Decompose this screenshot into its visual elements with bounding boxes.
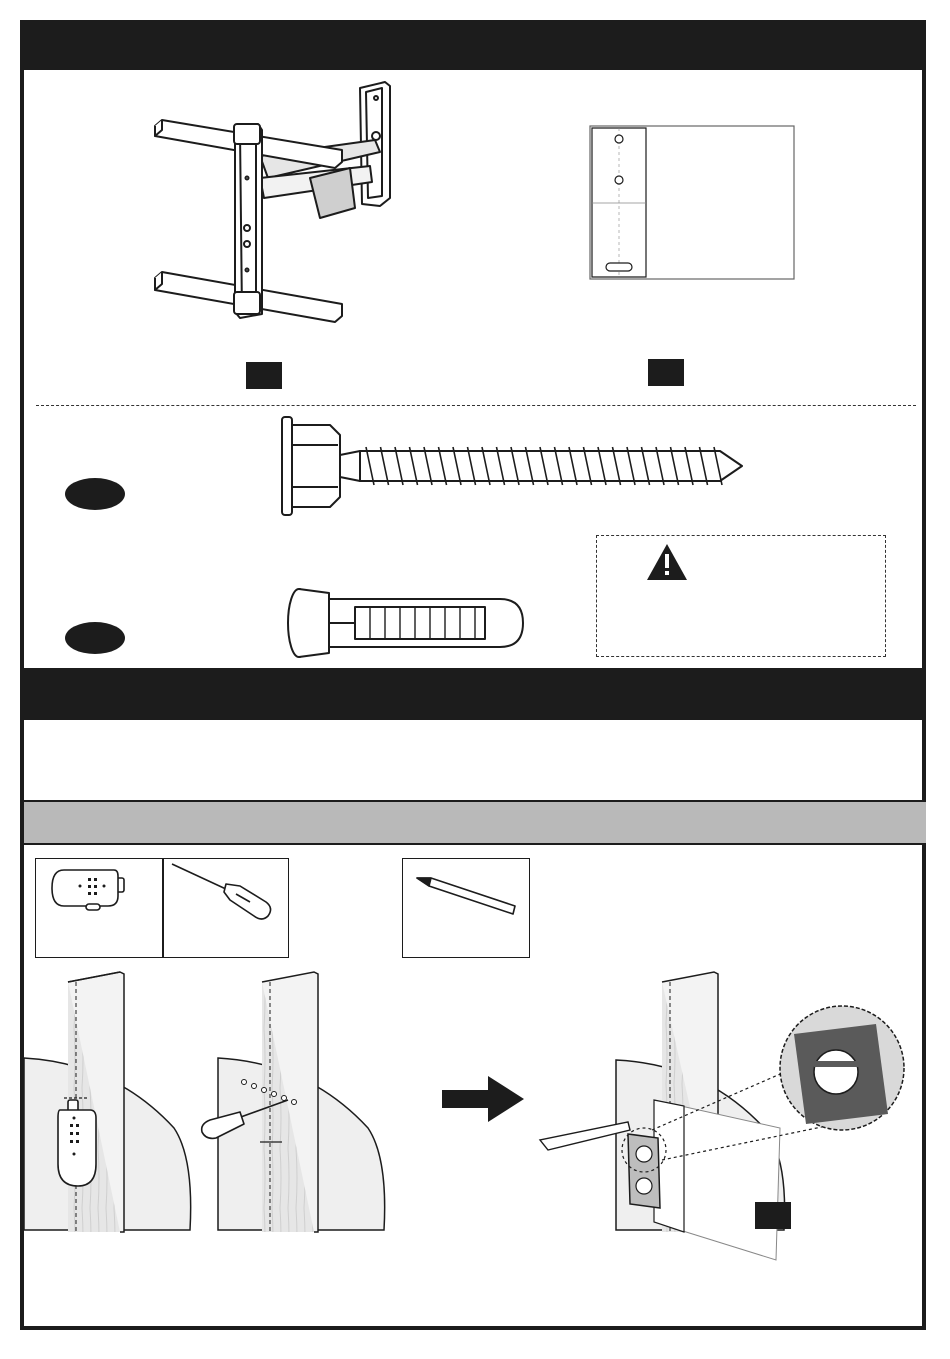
screwdriver-probe-figure <box>198 968 388 1234</box>
step-header-band <box>24 800 926 845</box>
parts-header-band <box>24 24 926 70</box>
mount-part-label <box>246 362 282 389</box>
wall-plate-template-illustration <box>588 125 798 283</box>
mark-holes-with-template-figure <box>536 964 916 1264</box>
wall-mount-arm-illustration <box>150 78 410 338</box>
installation-instruction <box>40 740 900 790</box>
installation-header-band <box>24 668 926 720</box>
screwdriver-icon <box>170 862 274 922</box>
figure-template-label <box>755 1202 791 1229</box>
stud-finder-on-wall-figure <box>24 968 194 1234</box>
warning-triangle-icon <box>645 542 689 582</box>
anchor-part-label <box>65 622 125 654</box>
wall-anchor-illustration <box>285 585 530 663</box>
pencil-icon <box>415 872 519 916</box>
stud-finder-icon <box>50 866 130 914</box>
next-step-arrow-icon <box>442 1076 526 1122</box>
parts-divider <box>36 405 916 406</box>
warning-box <box>596 535 886 657</box>
screw-part-label <box>65 478 125 510</box>
template-part-label <box>648 359 684 386</box>
lag-screw-illustration <box>280 415 750 520</box>
tools-divider <box>162 859 164 957</box>
